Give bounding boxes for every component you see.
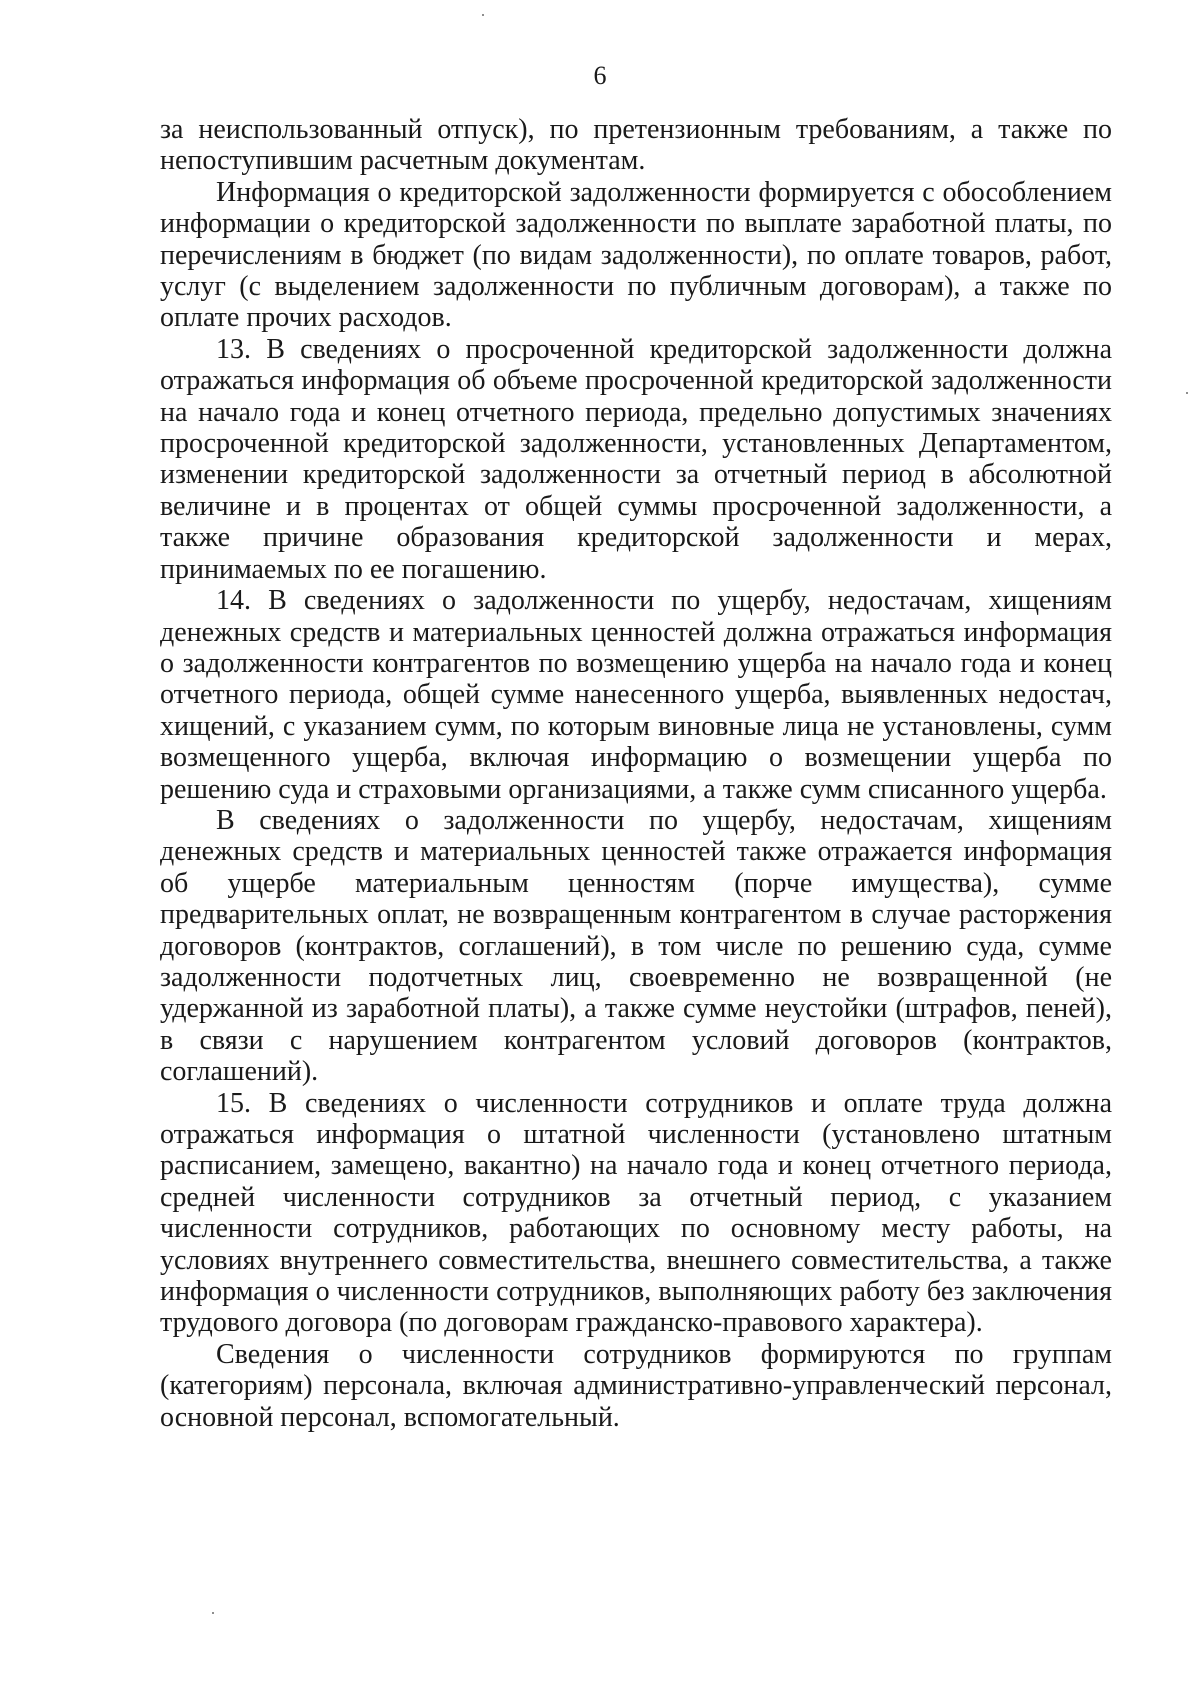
paragraph-staff-groups: Сведения о численности сотрудников формируются по группам (категориям) персонала, включая административно-управленческий персонал, основной персонал, вспомогательный. — [160, 1338, 1112, 1433]
document-body — [160, 114, 1112, 1433]
paragraph-continuation: за неиспользованный отпуск), по претензионным требованиям, а также по непоступившим расчетным документам. — [160, 114, 1112, 177]
scan-speck — [212, 1612, 214, 1614]
paragraph-creditor-debt-info: Информация о кредиторской задолженности формируется с обособлением информации о кредиторской задолженности по выплате заработной платы, по перечислениям в бюджет (по видам задолженности), по оплате товаров, работ, услуг (с выделением задолженности по публичным договорам), а также по оплате прочих расходов. — [160, 176, 1112, 334]
page-number: 6 — [593, 61, 607, 90]
paragraph-item-15: 15. В сведениях о численности сотрудников и оплате труда должна отражаться информация о штатной численности (установлено штатным расписанием, замещено, вакантно) на начало года и конец отчетного периода, средней численности сотрудников за отчетный период, с указанием численности сотрудников, работающих по основному месту работы, на условиях внутреннего совместительства, внешнего совместительства, а также информация о численности сотрудников, выполняющих работу без заключения трудового договора (по договорам гражданско-правового характера). — [160, 1087, 1112, 1339]
scan-speck — [482, 14, 484, 16]
scan-speck — [1186, 392, 1188, 394]
paragraph-item-13: 13. В сведениях о просроченной кредиторской задолженности должна отражаться информация об объеме просроченной кредиторской задолженности на начало года и конец отчетного периода, предельно допустимых значениях просроченной кредиторской задолженности, установленных Департаментом, изменении кредиторской задолженности за отчетный период в абсолютной величине и в процентах от общей суммы просроченной задолженности, а также причине образования кредиторской задолженности и мерах, принимаемых по ее погашению. — [160, 333, 1112, 585]
paragraph-damage-debt-info: В сведениях о задолженности по ущербу, недостачам, хищениям денежных средств и материальных ценностей также отражается информация об ущербе материальным ценностям (порче имущества), сумме предварительных оплат, не возвращенным контрагентом в случае расторжения договоров (контрактов, соглашений), в том числе по решению суда, сумме задолженности подотчетных лиц, своевременно не возвращенной (не удержанной из заработной платы), а также сумме неустойки (штрафов, пеней), в связи с нарушением контрагентом условий договоров (контрактов, соглашений). — [160, 804, 1112, 1088]
paragraph-item-14: 14. В сведениях о задолженности по ущербу, недостачам, хищениям денежных средств и материальных ценностей должна отражаться информация о задолженности контрагентов по возмещению ущерба на начало года и конец отчетного периода, общей сумме нанесенного ущерба, выявленных недостач, хищений, с указанием сумм, по которым виновные лица не установлены, сумм возмещенного ущерба, включая информацию о возмещении ущерба по решению суда и страховыми организациями, а также сумм списанного ущерба. — [160, 585, 1112, 805]
